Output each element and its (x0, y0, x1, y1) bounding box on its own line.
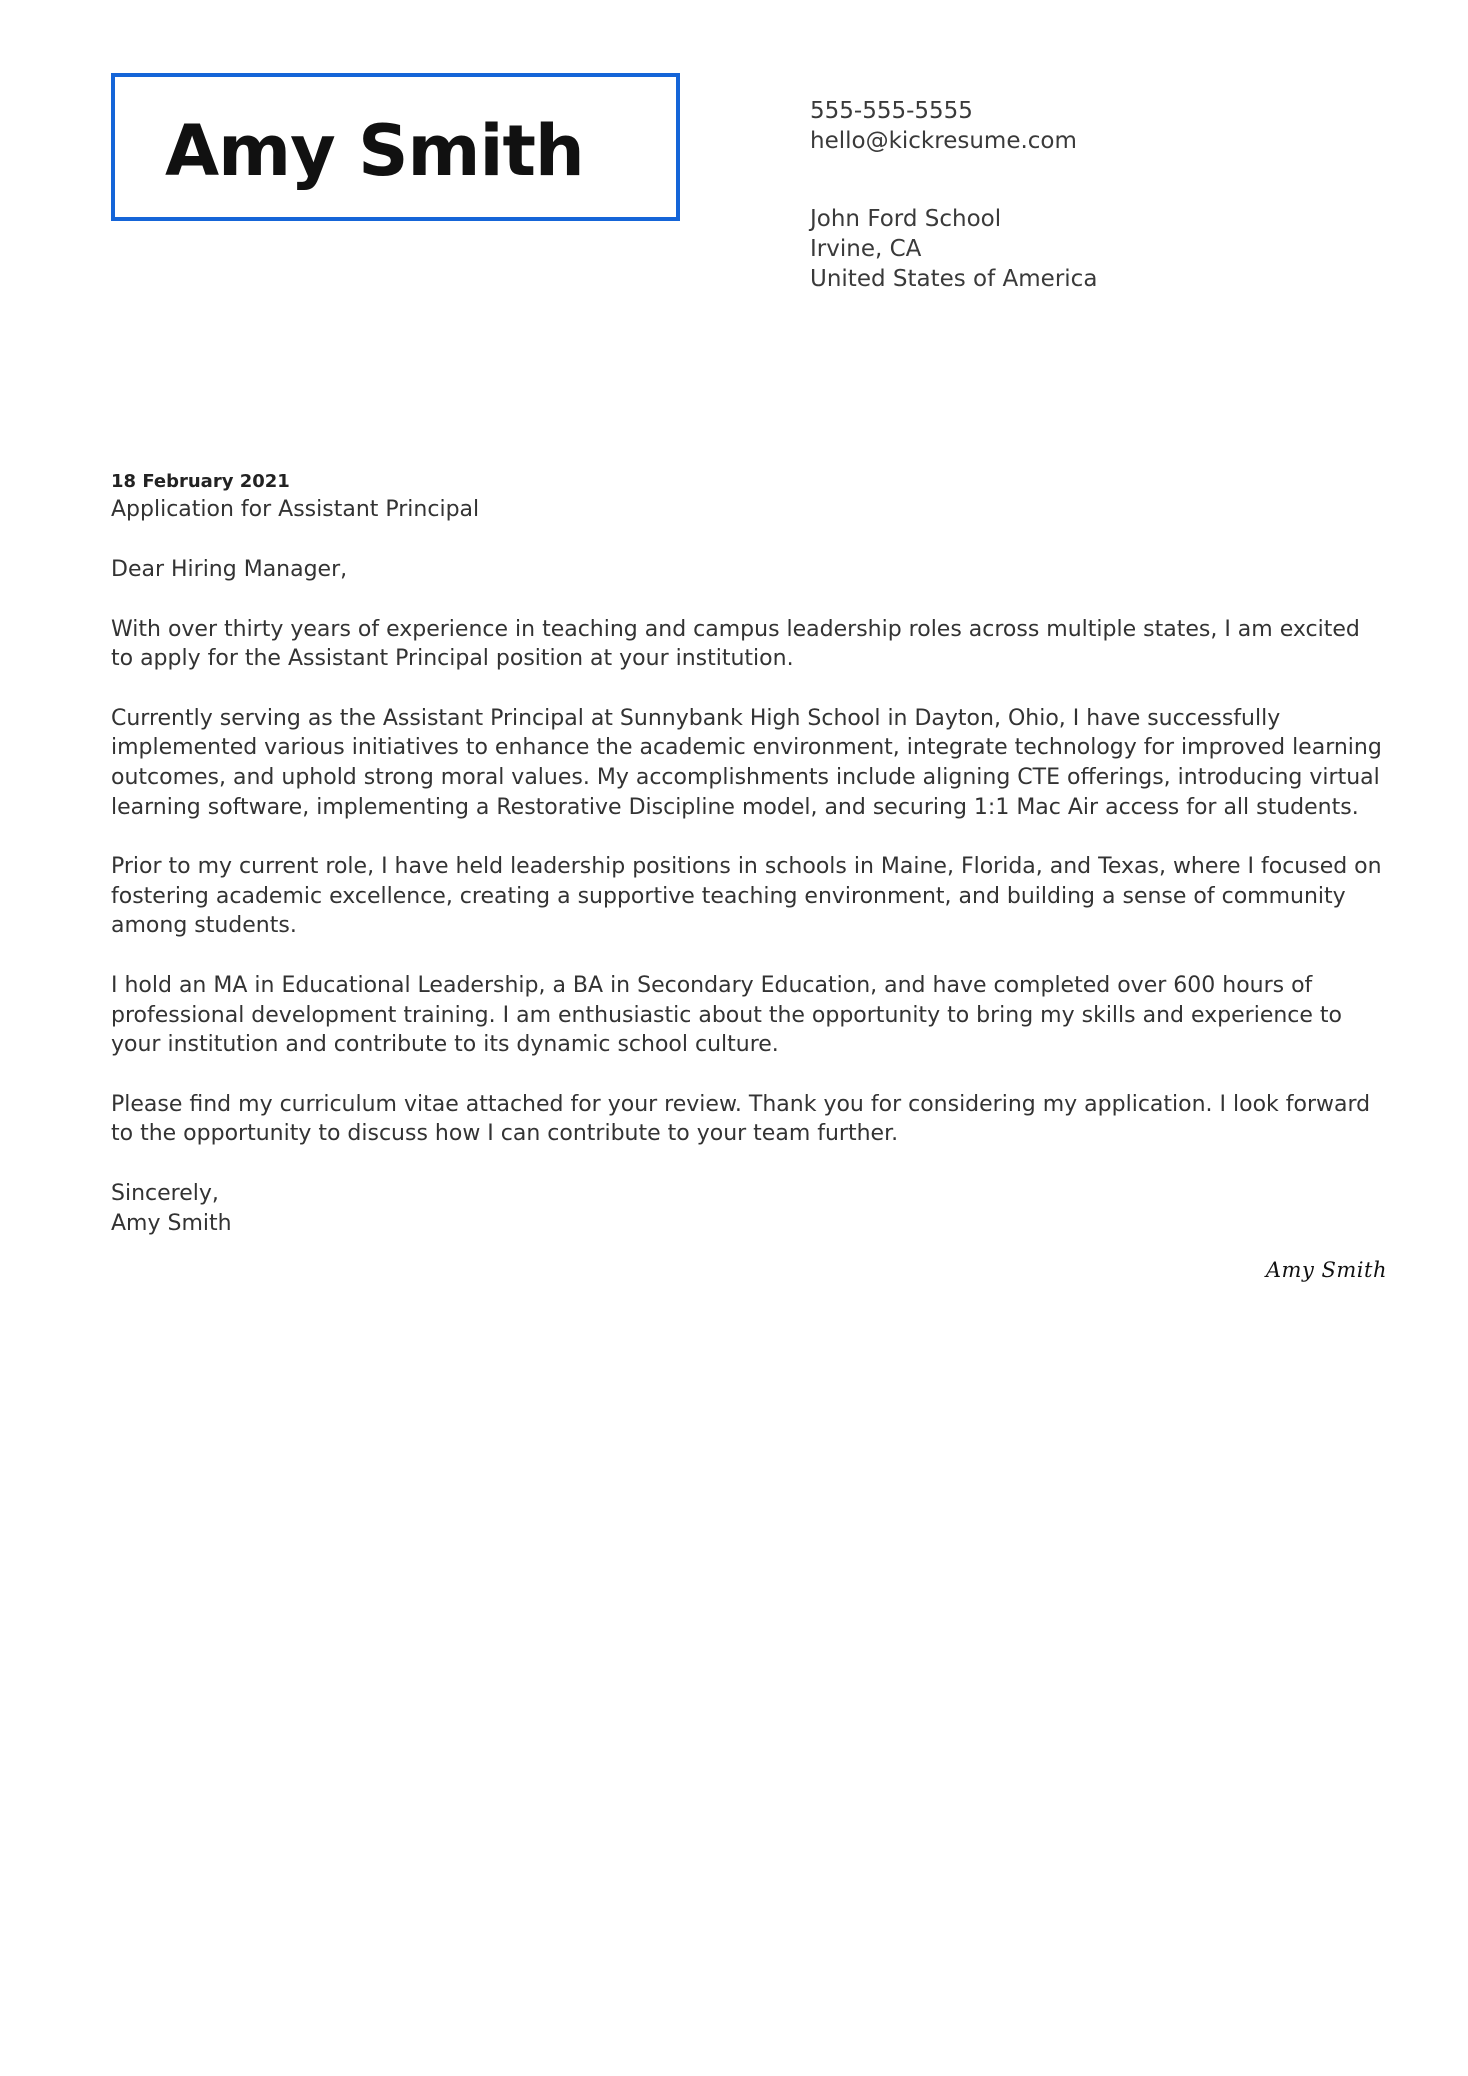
recipient-country: United States of America (810, 266, 1098, 292)
applicant-name: Amy Smith (165, 110, 584, 192)
letter-paragraph: Please find my curriculum vitae attached for your review. Thank you for considering my application. I look forward to the opportunity to discuss how I can contribute to your team further. (111, 1091, 1371, 1147)
letter-paragraph: I hold an MA in Educational Leadership, a BA in Secondary Education, and have completed over 600 hours of professional development training. I am enthusiastic about the opportunity to bring my skills and experience to your institution and contribute to its dynamic school culture. (111, 972, 1343, 1058)
letter-paragraph: Prior to my current role, I have held leadership positions in schools in Maine, Florida, and Texas, where I focused on fostering academic excellence, creating a supportive teaching environment, and building a sense of community among students. (111, 854, 1382, 939)
email-address: hello@kickresume.com (810, 128, 1077, 154)
handwritten-signature: Amy Smith (1265, 1258, 1387, 1282)
letter-paragraph: Currently serving as the Assistant Principal at Sunnybank High School in Dayton, Ohio, I have successfully implemented various initiatives to enhance the academic environment, integrate technology for improved learning outcomes, and uphold strong moral values. My accomplishments include aligning CTE offerings, introducing virtual learning software, implementing a Restorative Discipline model, and securing 1:1 Mac Air access for all students. (111, 705, 1382, 820)
letter-paragraph: With over thirty years of experience in teaching and campus leadership roles across multiple states, I am excited to apply for the Assistant Principal position at your institution. (111, 616, 1360, 672)
letter-date: 18 February 2021 (111, 471, 290, 492)
recipient-city: Irvine, CA (810, 236, 922, 262)
contact-info (810, 96, 1077, 156)
recipient-address (810, 204, 1097, 294)
letter-subject: Application for Assistant Principal (111, 497, 480, 522)
letter-body (111, 469, 1387, 1238)
letter-closing: Sincerely, (111, 1180, 219, 1206)
phone-number: 555-555-5555 (810, 98, 973, 124)
name-header-box (111, 73, 680, 221)
letter-sender-name: Amy Smith (111, 1210, 232, 1236)
letter-greeting: Dear Hiring Manager, (111, 557, 348, 582)
recipient-organization: John Ford School (810, 206, 1002, 232)
letter-closing-block (111, 1179, 1387, 1238)
